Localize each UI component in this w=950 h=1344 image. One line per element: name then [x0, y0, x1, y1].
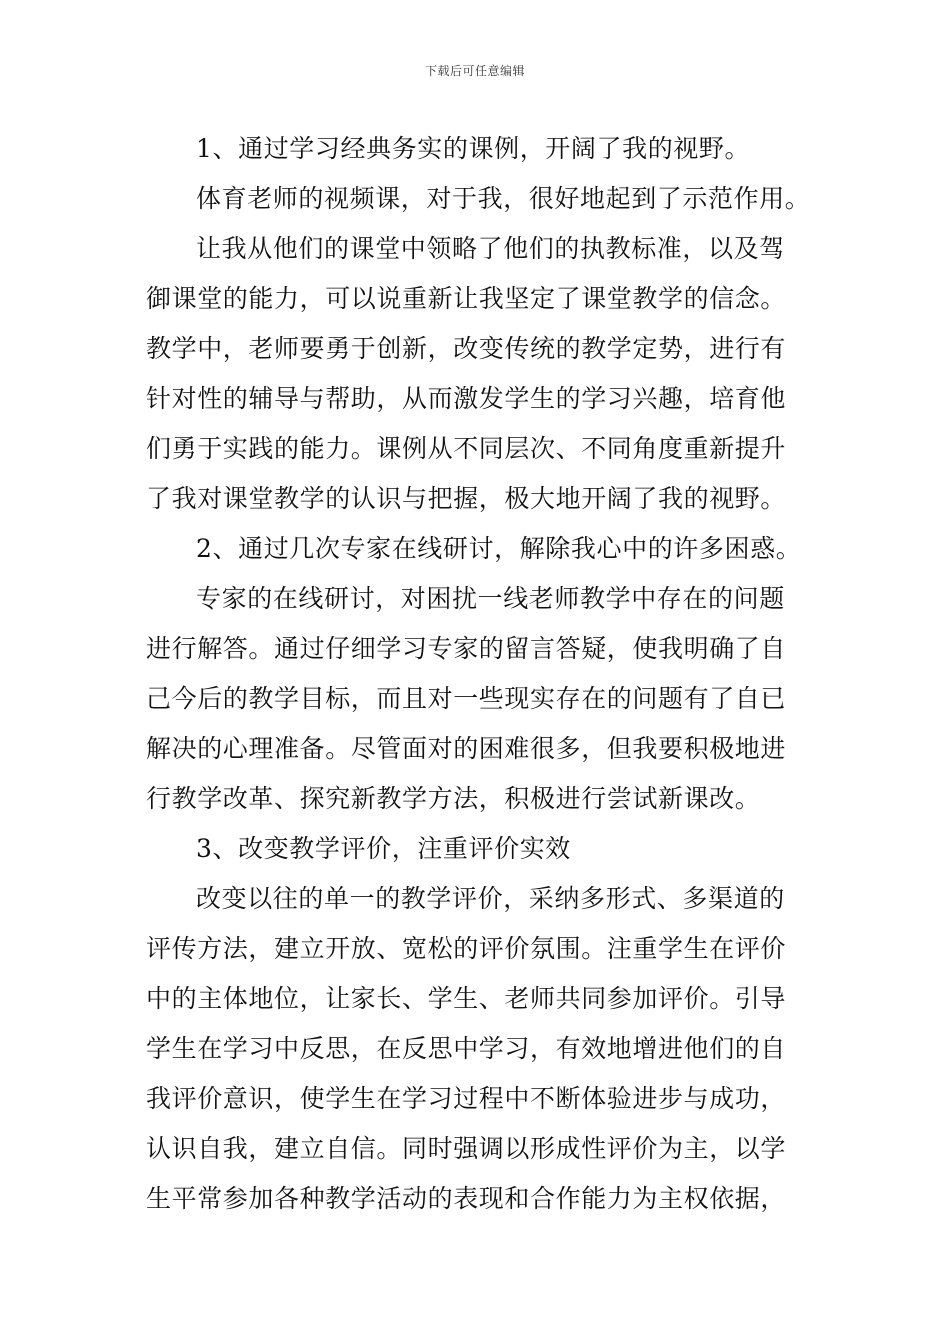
text-line: 解决的心理准备。尽管面对的困难很多，但我要积极地进 [146, 734, 787, 763]
text-line: 中的主体地位，让家长、学生、老师共同参加评价。引导 [146, 984, 787, 1013]
page-header-note: 下载后可任意编辑 [424, 64, 525, 78]
text-line: 认识自我，建立自信。同时强调以形成性评价为主，以学 [146, 1134, 787, 1163]
text-line: 让我从他们的课堂中领略了他们的执教标准，以及驾 [196, 234, 785, 263]
text-line: 己今后的教学目标，而且对一些现实存在的问题有了自已 [146, 684, 787, 713]
section-heading-1: 1、通过学习经典务实的课例，开阔了我的视野。 [196, 134, 751, 163]
text-line: 行教学改革、探究新教学方法，积极进行尝试新课改。 [146, 784, 761, 813]
text-line: 针对性的辅导与帮助，从而激发学生的学习兴趣，培育他 [146, 384, 787, 413]
text-line: 们勇于实践的能力。课例从不同层次、不同角度重新提升 [146, 434, 787, 463]
text-line: 御课堂的能力，可以说重新让我坚定了课堂教学的信念。 [146, 284, 787, 313]
section-heading-3: 3、改变教学评价，注重评价实效 [196, 834, 571, 863]
text-line: 我评价意识，使学生在学习过程中不断体验进步与成功， [146, 1084, 787, 1113]
text-line: 评传方法，建立开放、宽松的评价氛围。注重学生在评价 [146, 934, 787, 963]
text-line: 教学中，老师要勇于创新，改变传统的教学定势，进行有 [146, 334, 787, 363]
text-line: 改变以往的单一的教学评价，采纳多形式、多渠道的 [196, 884, 785, 913]
text-line: 进行解答。通过仔细学习专家的留言答疑，使我明确了自 [146, 634, 787, 663]
document-body [146, 124, 811, 1224]
text-line: 了我对课堂教学的认识与把握，极大地开阔了我的视野。 [146, 484, 787, 513]
text-line: 学生在学习中反思，在反思中学习，有效地增进他们的自 [146, 1034, 787, 1063]
section-heading-2: 2、通过几次专家在线研讨，解除我心中的许多困惑。 [196, 534, 802, 563]
text-line: 体育老师的视频课，对于我，很好地起到了示范作用。 [196, 184, 811, 213]
text-line: 专家的在线研讨，对困扰一线老师教学中存在的问题 [196, 584, 785, 613]
text-line: 生平常参加各种教学活动的表现和合作能力为主权依据， [146, 1184, 787, 1213]
